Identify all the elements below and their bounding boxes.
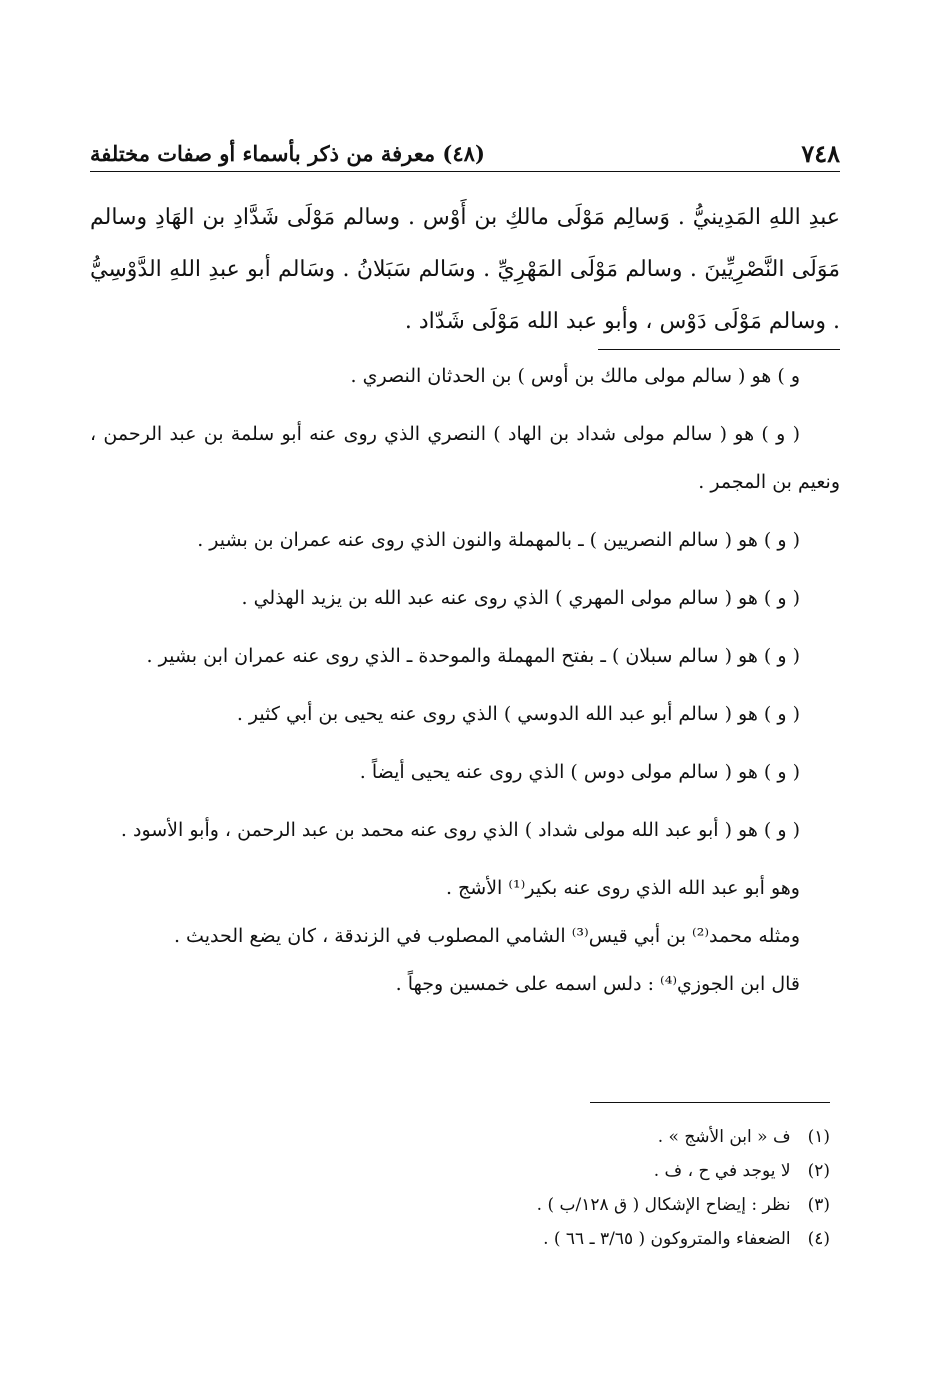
header-divider — [90, 171, 840, 172]
footnote — [300, 1222, 830, 1256]
commentary-line: وهو أبو عبد الله الذي روى عنه بكير⁽¹⁾ الأشج . — [445, 877, 800, 899]
commentary-line: قال ابن الجوزي⁽⁴⁾ : دلس اسمه على خمسين وجهاً . — [395, 973, 800, 995]
page-number: ٧٤٨ — [801, 139, 840, 168]
commentary-line: ومثله محمد⁽²⁾ بن أبي قيس⁽³⁾ الشامي المصلوب في الزندقة ، كان يضع الحديث . — [173, 925, 800, 947]
footnote-divider — [590, 1102, 830, 1103]
footnote-number: (٣) — [807, 1195, 830, 1215]
commentary-note: ( و ) هو ( سالم النصريين ) ـ بالمهملة والنون الذي روى عنه عمران بن بشير . — [197, 529, 800, 551]
chapter-title: (٤٨) معرفة من ذكر بأسماء أو صفات مختلفة — [90, 141, 485, 166]
footnote-text: الضعفاء والمتروكون ( ٣/٦٥ ـ ٦٦ ) . — [543, 1229, 791, 1249]
footnote-number: (٤) — [807, 1229, 830, 1249]
commentary-note: ( و ) هو ( سالم أبو عبد الله الدوسي ) الذي روى عنه يحيى بن أبي كثير . — [236, 703, 800, 725]
main-text-divider — [598, 349, 840, 350]
commentary-note: ( و ) هو ( سالم مولى شداد بن الهاد ) النصري الذي روى عنه أبو سلمة بن عبد الرحمن ، ونعيم بن المجمر . — [90, 423, 840, 493]
commentary-note: و ) هو ( سالم مولى مالك بن أوس ) بن الحدثان النصري . — [350, 365, 800, 387]
footnote — [300, 1188, 830, 1222]
footnote-text: ف « ابن الأشج » . — [657, 1127, 791, 1147]
commentary-note: ( و ) هو ( سالم مولى دوس ) الذي روى عنه يحيى أيضاً . — [359, 761, 800, 783]
footnote — [300, 1154, 830, 1188]
footnote-text: لا يوجد في ح ، ف . — [653, 1161, 791, 1181]
footnote-text: نظر : إيضاح الإشكال ( ق ١٢٨/ب ) . — [536, 1195, 791, 1215]
footnote-number: (١) — [807, 1127, 830, 1147]
footnote — [300, 1120, 830, 1154]
commentary-note: ( و ) هو ( سالم سبلان ) ـ بفتح المهملة والموحدة ـ الذي روى عنه عمران ابن بشير . — [146, 645, 800, 667]
commentary-note: ( و ) هو ( سالم مولى المهري ) الذي روى عنه عبد الله بن يزيد الهذلي . — [241, 587, 800, 609]
footnotes-list — [300, 1120, 830, 1256]
page-header — [90, 128, 840, 172]
footnote-number: (٢) — [807, 1161, 830, 1181]
main-text-paragraph: عبدِ اللهِ المَدِينيُّ . وَسالِم مَوْلَى مالكِ بن أَوْس . وسالم مَوْلَى شَدَّادِ بن الهَادِ وسالم مَوَلَى النَّصْرِيِّينَ . وسالم مَوْلَى المَهْرِيِّ . وسَالم سَبَلانُ . وسَالم أبو عبدِ اللهِ الدَّوْسِيُّ . وسالم مَوْلَى دَوْس ، وأبو عبد الله مَوْلَى شَدّاد . — [90, 205, 840, 334]
commentary-section — [90, 352, 840, 1008]
commentary-note: ( و ) هو ( أبو عبد الله مولى شداد ) الذي روى عنه محمد بن عبد الرحمن ، وأبو الأسود . — [120, 819, 800, 841]
